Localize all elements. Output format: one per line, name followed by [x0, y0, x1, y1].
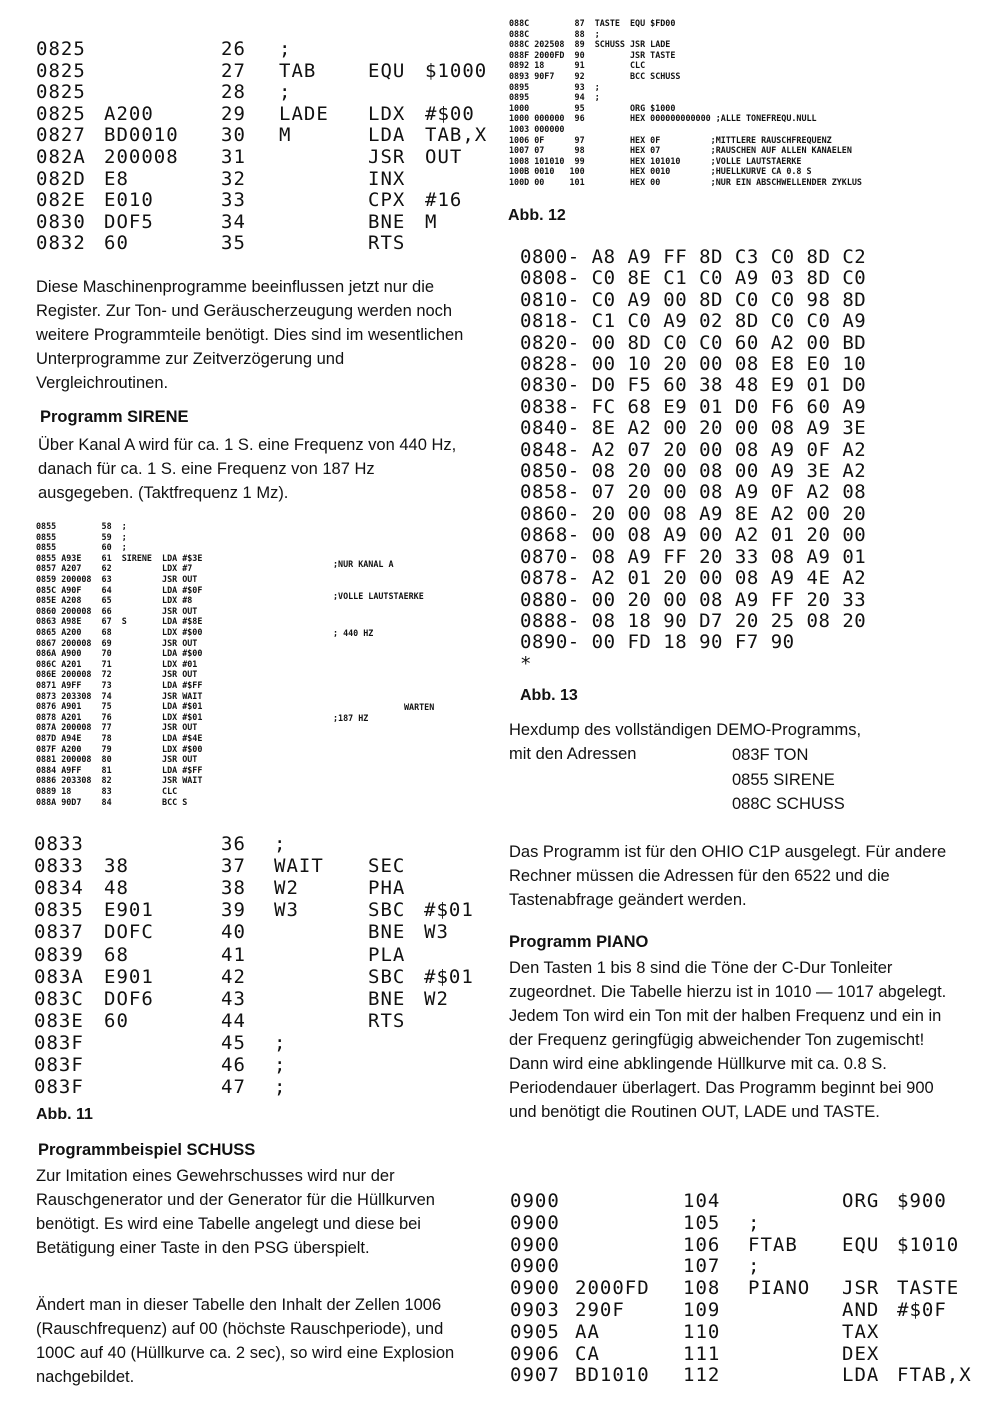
listing_wait-cell: RTS — [368, 1009, 406, 1032]
sirene_listing-line: 0857 A207 62 LDX #7 — [36, 563, 193, 574]
sirene_listing-line: 0867 200008 69 JSR OUT — [36, 637, 198, 648]
listing_wait-cell: 38 — [104, 855, 129, 878]
hexdump-line: 0848- A2 07 20 00 08 A9 0F A2 — [520, 438, 867, 461]
hexdump-line: 0868- 00 08 A9 00 A2 01 20 00 — [520, 524, 867, 547]
listing_wait-cell: 40 — [221, 921, 246, 944]
piano_listing-cell: BD1010 — [575, 1364, 650, 1387]
hexdump-line: 0890- 00 FD 18 90 F7 90 — [520, 631, 795, 654]
listing_wait-cell: SEC — [368, 855, 406, 878]
piano_listing-cell: $1010 — [897, 1233, 960, 1256]
listing_wait-cell: SBC — [368, 899, 406, 922]
heading-piano: Programm PIANO — [509, 933, 649, 951]
listing_tab-cell: 30 — [221, 124, 246, 147]
listing_tab-cell: 082D — [36, 167, 86, 190]
listing_tab-cell: 29 — [221, 102, 246, 125]
piano_listing-cell: AA — [575, 1320, 600, 1343]
listing_tab-cell: $1000 — [425, 59, 488, 82]
piano_listing-cell: 107 — [683, 1255, 721, 1278]
listing_wait-cell: BNE — [368, 987, 406, 1010]
listing_tab-cell: #16 — [425, 189, 463, 212]
sirene_listing-line: 088A 90D7 84 BCC S — [36, 796, 188, 807]
schuss_listing-line: 1000 95 ORG $1000 — [509, 102, 676, 113]
hexdump-line: 0858- 07 20 00 08 A9 0F A2 08 — [520, 481, 867, 504]
listing_wait-cell: 083F — [34, 1031, 84, 1054]
piano_listing-cell: TAX — [842, 1320, 880, 1343]
sirene_listing-line: 086A A900 70 LDA #$00 — [36, 648, 203, 659]
listing_wait-cell: 083A — [34, 965, 84, 988]
schuss_listing-line: 088F 2000FD 90 JSR TASTE — [509, 49, 676, 60]
piano_listing-cell: FTAB — [748, 1233, 798, 1256]
listing_wait-cell: BNE — [368, 921, 406, 944]
listing_wait-cell: 0833 — [34, 833, 84, 855]
hexdump-block — [520, 247, 866, 675]
listing_wait-cell: W2 — [424, 987, 449, 1010]
sirene_listing-line: 085E A208 65 LDX #8 — [36, 595, 193, 606]
schuss_listing-line: 1007 07 98 HEX 07 ;RAUSCHEN AUF ALLEN KANAELEN — [509, 145, 852, 156]
schuss_listing-line: 0893 90F7 92 BCC SCHUSS — [509, 71, 681, 81]
piano_listing-cell: 106 — [683, 1233, 721, 1256]
listing_tab-cell: 32 — [221, 167, 246, 190]
listing_tab-cell: TAB,X — [425, 124, 488, 147]
piano_listing-cell: FTAB,X — [897, 1364, 972, 1387]
piano_listing-cell: 108 — [683, 1277, 721, 1300]
sirene_listing-line: 0881 200008 80 JSR OUT — [36, 754, 198, 765]
listing_tab-cell: LDA — [368, 124, 406, 147]
listing_tab-cell: EQU — [368, 59, 406, 82]
listing_tab-cell: 35 — [221, 232, 246, 255]
piano_listing-cell: 0906 — [510, 1342, 560, 1365]
sirene_listing-line: 087A 200008 77 JSR OUT — [36, 722, 198, 733]
hexdump-line: 0838- FC 68 E9 01 D0 F6 60 A9 — [520, 395, 867, 418]
listing_wait-cell: WAIT — [274, 855, 324, 878]
listing_tab-cell: 28 — [221, 81, 246, 104]
piano_listing-cell: $900 — [897, 1190, 947, 1212]
piano_listing-cell: 104 — [683, 1190, 721, 1212]
hexdump-line: 0818- C1 C0 A9 02 8D C0 C0 A9 — [520, 310, 867, 333]
paragraph-maschinenprogramme: Diese Maschinenprogramme beeinflussen jetzt nur die Register. Zur Ton- und Geräuscherzeugung werden noch weitere Programmteile benötigt. Dies sind im wesentlichen Unterprogramme zur Zeitverzögerung und Vergleichroutinen. — [36, 278, 464, 392]
sirene_listing-line: 0855 58 ; — [36, 521, 127, 531]
listing_wait-cell: PHA — [368, 877, 406, 900]
hexdump-line: 0860- 20 00 08 A9 8E A2 00 20 — [520, 502, 867, 525]
listing_wait-cell: 0839 — [34, 943, 84, 966]
listing_tab-cell: LDX — [368, 102, 406, 125]
piano_listing-cell: TASTE — [897, 1277, 960, 1300]
listing_wait-cell: ; — [274, 1076, 287, 1099]
sirene_listing-line: 0873 203308 74 JSR WAIT — [36, 690, 203, 701]
schuss_listing-line: 1000 000000 96 HEX 000000000000 ;ALLE TONEFREQU.NULL — [509, 113, 817, 124]
listing_tab-cell: M — [425, 210, 438, 233]
sirene_listing-line: 0859 200008 63 JSR OUT — [36, 574, 198, 584]
schuss_listing-line: 1003 000000 — [509, 124, 565, 134]
listing_wait-cell: 48 — [104, 877, 129, 900]
hexdump-line: 0880- 00 20 00 08 A9 FF 20 33 — [520, 588, 867, 611]
piano_listing-cell: 0900 — [510, 1277, 560, 1300]
sirene_listing-line: 0878 A201 76 LDX #$01 — [36, 711, 203, 722]
listing_tab-cell: 0825 — [36, 102, 86, 125]
listing_wait-cell: 0835 — [34, 899, 84, 922]
piano_listing-cell: AND — [842, 1299, 880, 1321]
listing_tab-cell: E010 — [104, 189, 154, 212]
listing_wait-cell: E901 — [104, 965, 154, 988]
piano_listing-cell: 109 — [683, 1299, 721, 1321]
piano_listing-cell: 0905 — [510, 1320, 560, 1343]
hexdump-line: 0808- C0 8E C1 C0 A9 03 8D C0 — [520, 267, 867, 290]
listing_wait-cell: 0837 — [34, 921, 84, 944]
piano_listing-cell: 112 — [683, 1364, 721, 1387]
piano_listing-cell: 0907 — [510, 1364, 560, 1387]
comment-nur-kanal-a: ;NUR KANAL A — [333, 559, 394, 569]
listing_wait-cell: 083F — [34, 1076, 84, 1099]
paragraph-ohio: Das Programm ist für den OHIO C1P ausgelegt. Für andere Rechner müssen die Adressen für den 6522 und die Tastenabfrage geändert werden. — [509, 843, 947, 909]
hexdump-line: 0878- A2 01 20 00 08 A9 4E A2 — [520, 567, 867, 590]
sirene_listing-line: 0865 A200 68 LDX #$00 — [36, 627, 203, 637]
caption-abb-13: Abb. 13 — [520, 687, 578, 704]
listing_wait-cell: E901 — [104, 899, 154, 922]
listing_tab-cell: 082E — [36, 189, 86, 212]
listing_wait-cell: 44 — [221, 1009, 246, 1032]
sirene_listing-line: 086C A201 71 LDX #01 — [36, 658, 198, 669]
piano_listing-cell: JSR — [842, 1277, 880, 1300]
schuss_listing-line: 0895 93 ; — [509, 81, 600, 92]
listing_wait-cell: #$01 — [424, 899, 474, 922]
piano_listing-cell: ; — [748, 1211, 761, 1234]
piano_listing-cell: DEX — [842, 1342, 880, 1365]
comment-warten: WARTEN — [404, 702, 435, 712]
listing_tab-cell: TAB — [279, 59, 317, 82]
paragraph-schuss: Zur Imitation eines Gewehrschusses wird nur der Rauschgenerator und der Generator für die Hüllkurven benötigt. Es wird eine Tabelle angelegt und diese bei Betätigung einer Taste in den PSG überspielt. — [36, 1167, 435, 1257]
comment-187-hz: ;187 HZ — [333, 713, 369, 723]
sirene_listing-line: 0855 60 ; — [36, 542, 127, 553]
listing_tab-cell: ; — [279, 38, 292, 60]
listing_wait-cell: DOF6 — [104, 987, 154, 1010]
listing_wait-cell: 39 — [221, 899, 246, 922]
listing_tab-cell: BNE — [368, 210, 406, 233]
listing_tab-cell: ; — [279, 81, 292, 104]
paragraph-sirene: Über Kanal A wird für ca. 1 S. eine Frequenz von 440 Hz, danach für ca. 1 S. eine Frequenz von 187 Hz ausgegeben. (Taktfrequenz 1 Mz). — [38, 436, 457, 502]
caption-abb-11: Abb. 11 — [36, 1106, 93, 1123]
hexdump-line: 0828- 00 10 20 00 08 E8 E0 10 — [520, 353, 867, 376]
listing_wait-cell: 36 — [221, 833, 246, 855]
sirene_listing-line: 0860 200008 66 JSR OUT — [36, 605, 198, 616]
listing_wait-cell: 41 — [221, 943, 246, 966]
listing_tab-cell: 60 — [104, 232, 129, 255]
heading-sirene: Programm SIRENE — [40, 408, 189, 426]
listing_tab-cell: RTS — [368, 232, 406, 255]
piano_listing-cell: 110 — [683, 1320, 721, 1343]
address-schuss: 088C SCHUSS — [732, 795, 845, 813]
piano_listing-cell: CA — [575, 1342, 600, 1365]
sirene_listing-line: 085C A90F 64 LDA #$0F — [36, 584, 203, 595]
schuss_listing-line: 088C 202508 89 SCHUSS JSR LADE — [509, 39, 671, 50]
listing_wait-cell: 083E — [34, 1009, 84, 1032]
listing_wait-cell: 47 — [221, 1076, 246, 1099]
schuss_listing-line: 0892 18 91 CLC — [509, 60, 646, 71]
piano_listing-cell: PIANO — [748, 1277, 811, 1300]
hexdump-line: 0830- D0 F5 60 38 48 E9 01 D0 — [520, 374, 867, 397]
piano_listing-cell: ORG — [842, 1190, 880, 1212]
piano_listing-cell: 0900 — [510, 1211, 560, 1234]
sirene_listing-line: 0886 203308 82 JSR WAIT — [36, 775, 203, 786]
listing_tab-cell: 0827 — [36, 124, 86, 147]
listing_tab-cell: M — [279, 124, 292, 147]
listing_wait-cell: DOFC — [104, 921, 154, 944]
listing_tab-cell: 082A — [36, 146, 86, 168]
listing_wait-cell: #$01 — [424, 965, 474, 988]
listing_wait-cell: 60 — [104, 1009, 129, 1032]
sirene_listing-line: 0863 A98E 67 S LDA #$8E — [36, 616, 203, 627]
piano_listing-cell: 111 — [683, 1342, 721, 1365]
listing_wait-cell: W3 — [274, 899, 299, 922]
listing_wait-cell: 46 — [221, 1054, 246, 1076]
listing_tab-cell: 31 — [221, 146, 246, 168]
listing_wait-cell: W2 — [274, 877, 299, 900]
listing_wait-cell: W3 — [424, 921, 449, 944]
piano_listing-cell: 105 — [683, 1211, 721, 1234]
address-ton: 083F TON — [732, 746, 809, 764]
sirene_listing-line: 086E 200008 72 JSR OUT — [36, 669, 198, 680]
piano_listing-cell: 0903 — [510, 1299, 560, 1321]
listing_tab-cell: #$00 — [425, 102, 475, 125]
piano_listing-cell: ; — [748, 1255, 761, 1278]
address-sirene: 0855 SIRENE — [732, 771, 835, 789]
listing_wait-cell: ; — [274, 833, 287, 855]
sirene_listing-line: 087F A200 79 LDX #$00 — [36, 743, 203, 754]
listing_tab-cell: LADE — [279, 102, 329, 125]
schuss_listing-line: 0895 94 ; — [509, 92, 600, 103]
listing_wait-cell: 45 — [221, 1031, 246, 1054]
listing_wait-cell: 43 — [221, 987, 246, 1010]
piano_listing-cell: 0900 — [510, 1255, 560, 1278]
sirene_listing-line: 0855 A93E 61 SIRENE LDA #$3E — [36, 552, 203, 563]
sirene_listing-line: 0871 A9FF 73 LDA #$FF — [36, 680, 203, 690]
comment-440-hz: ; 440 HZ — [333, 628, 374, 638]
listing_tab-cell: 0825 — [36, 59, 86, 82]
listing_wait-cell: 68 — [104, 943, 129, 966]
hexdump-description: Hexdump des vollständigen DEMO-Programms, — [509, 721, 862, 739]
listing_tab-cell: 200008 — [104, 146, 179, 168]
listing_wait-cell: 38 — [221, 877, 246, 900]
paragraph-piano: Den Tasten 1 bis 8 sind die Töne der C-Dur Tonleiter zugeordnet. Die Tabelle hierzu ist in 1010 — 1017 abgelegt. Jedem Ton wird ein Ton mit der halben Frequenz und ein in der Frequenz geringfügig abweichender Ton zugemischt! Dann wird eine abklingende Hüllkurve mit ca. 0.8 S. Periodendauer überlagert. Das Programm beginnt bei 900 und benötigt die Routinen OUT, LADE und TASTE. — [509, 959, 947, 1121]
sirene_listing-line: 087D A94E 78 LDA #$4E — [36, 733, 203, 743]
paragraph-explosion: Ändert man in dieser Tabelle den Inhalt der Zellen 1006 (Rauschfrequenz) auf 00 (höchste Rauschperiode), und 100C auf 40 (Hüllkurve ca. 2 sec), so wird eine Explosion nachgebildet. — [36, 1296, 455, 1386]
listing_tab-cell: DOF5 — [104, 210, 154, 233]
listing_wait-cell: ; — [274, 1031, 287, 1054]
hexdump-line: 0850- 08 20 00 08 00 A9 3E A2 — [520, 460, 867, 483]
comment-volle-lautstaerke: ;VOLLE LAUTSTAERKE — [333, 591, 424, 601]
sirene_listing-line: 0884 A9FF 81 LDA #$FF — [36, 764, 203, 775]
listing_tab-cell: OUT — [425, 146, 463, 168]
listing_tab-cell: 26 — [221, 38, 246, 60]
listing_tab-cell: 27 — [221, 59, 246, 82]
piano_listing-cell: 0900 — [510, 1233, 560, 1256]
sirene_listing-line: 0855 59 ; — [36, 531, 127, 542]
hexdump-line: 0820- 00 8D C0 C0 60 A2 00 BD — [520, 331, 867, 354]
listing_wait-cell: 42 — [221, 965, 246, 988]
listing_tab-cell: 0830 — [36, 210, 86, 233]
piano_listing-cell: 290F — [575, 1299, 625, 1321]
sirene_listing-line: 0876 A901 75 LDA #$01 — [36, 701, 203, 712]
schuss_listing-line: 1008 101010 99 HEX 101010 ;VOLLE LAUTSTAERKE — [509, 155, 802, 166]
hexdump-line: 0840- 8E A2 00 20 00 08 A9 3E — [520, 417, 867, 440]
hexdump-addresses-label: mit den Adressen — [509, 745, 637, 763]
caption-abb-12: Abb. 12 — [508, 207, 566, 224]
listing_wait-cell: 083C — [34, 987, 84, 1010]
schuss_listing-line: 088C 88 ; — [509, 28, 600, 39]
listing_wait-cell: ; — [274, 1054, 287, 1076]
piano_listing-cell: #$0F — [897, 1299, 947, 1321]
schuss_listing-line: 100B 0010 100 HEX 0010 ;HUELLKURVE CA 0.8 S — [509, 166, 812, 177]
listing_tab-cell: BD0010 — [104, 124, 179, 147]
listing_tab-cell: 0825 — [36, 81, 86, 104]
listing_wait-cell: 37 — [221, 855, 246, 878]
piano_listing-cell: LDA — [842, 1364, 880, 1387]
schuss_listing-line: 100D 00 101 HEX 00 ;NUR EIN ABSCHWELLENDER ZYKLUS — [509, 177, 862, 187]
listing_wait-cell: SBC — [368, 965, 406, 988]
listing_wait-cell: 083F — [34, 1054, 84, 1076]
schuss_listing-line: 1006 0F 97 HEX 0F ;MITTLERE RAUSCHFREQUENZ — [509, 134, 832, 145]
listing_tab-cell: 0825 — [36, 38, 86, 60]
piano_listing-cell: EQU — [842, 1233, 880, 1256]
listing_tab-cell: CPX — [368, 189, 406, 212]
listing_tab-cell: 0832 — [36, 232, 86, 255]
listing_tab-cell: INX — [368, 167, 406, 190]
listing_wait-cell: 0834 — [34, 877, 84, 900]
hexdump-line: 0870- 08 A9 FF 20 33 08 A9 01 — [520, 545, 867, 568]
schuss_listing-line: 088C 87 TASTE EQU $FD00 — [509, 18, 676, 28]
listing_tab-cell: E8 — [104, 167, 129, 190]
hexdump-line: * — [520, 652, 532, 675]
piano_listing-cell: 2000FD — [575, 1277, 650, 1300]
listing_tab-cell: 33 — [221, 189, 246, 212]
hexdump-line: 0810- C0 A9 00 8D C0 C0 98 8D — [520, 288, 867, 311]
listing_wait-cell: PLA — [368, 943, 406, 966]
hexdump-line: 0800- A8 A9 FF 8D C3 C0 8D C2 — [520, 246, 867, 268]
listing_tab-cell: 34 — [221, 210, 246, 233]
piano_listing-cell: 0900 — [510, 1190, 560, 1212]
sirene_listing-line: 0889 18 83 CLC — [36, 786, 178, 796]
heading-schuss: Programmbeispiel SCHUSS — [38, 1141, 256, 1159]
listing_tab-cell: JSR — [368, 146, 406, 168]
hexdump-line: 0888- 08 18 90 D7 20 25 08 20 — [520, 609, 867, 632]
listing_wait-cell: 0833 — [34, 855, 84, 878]
listing_tab-cell: A200 — [104, 102, 154, 125]
